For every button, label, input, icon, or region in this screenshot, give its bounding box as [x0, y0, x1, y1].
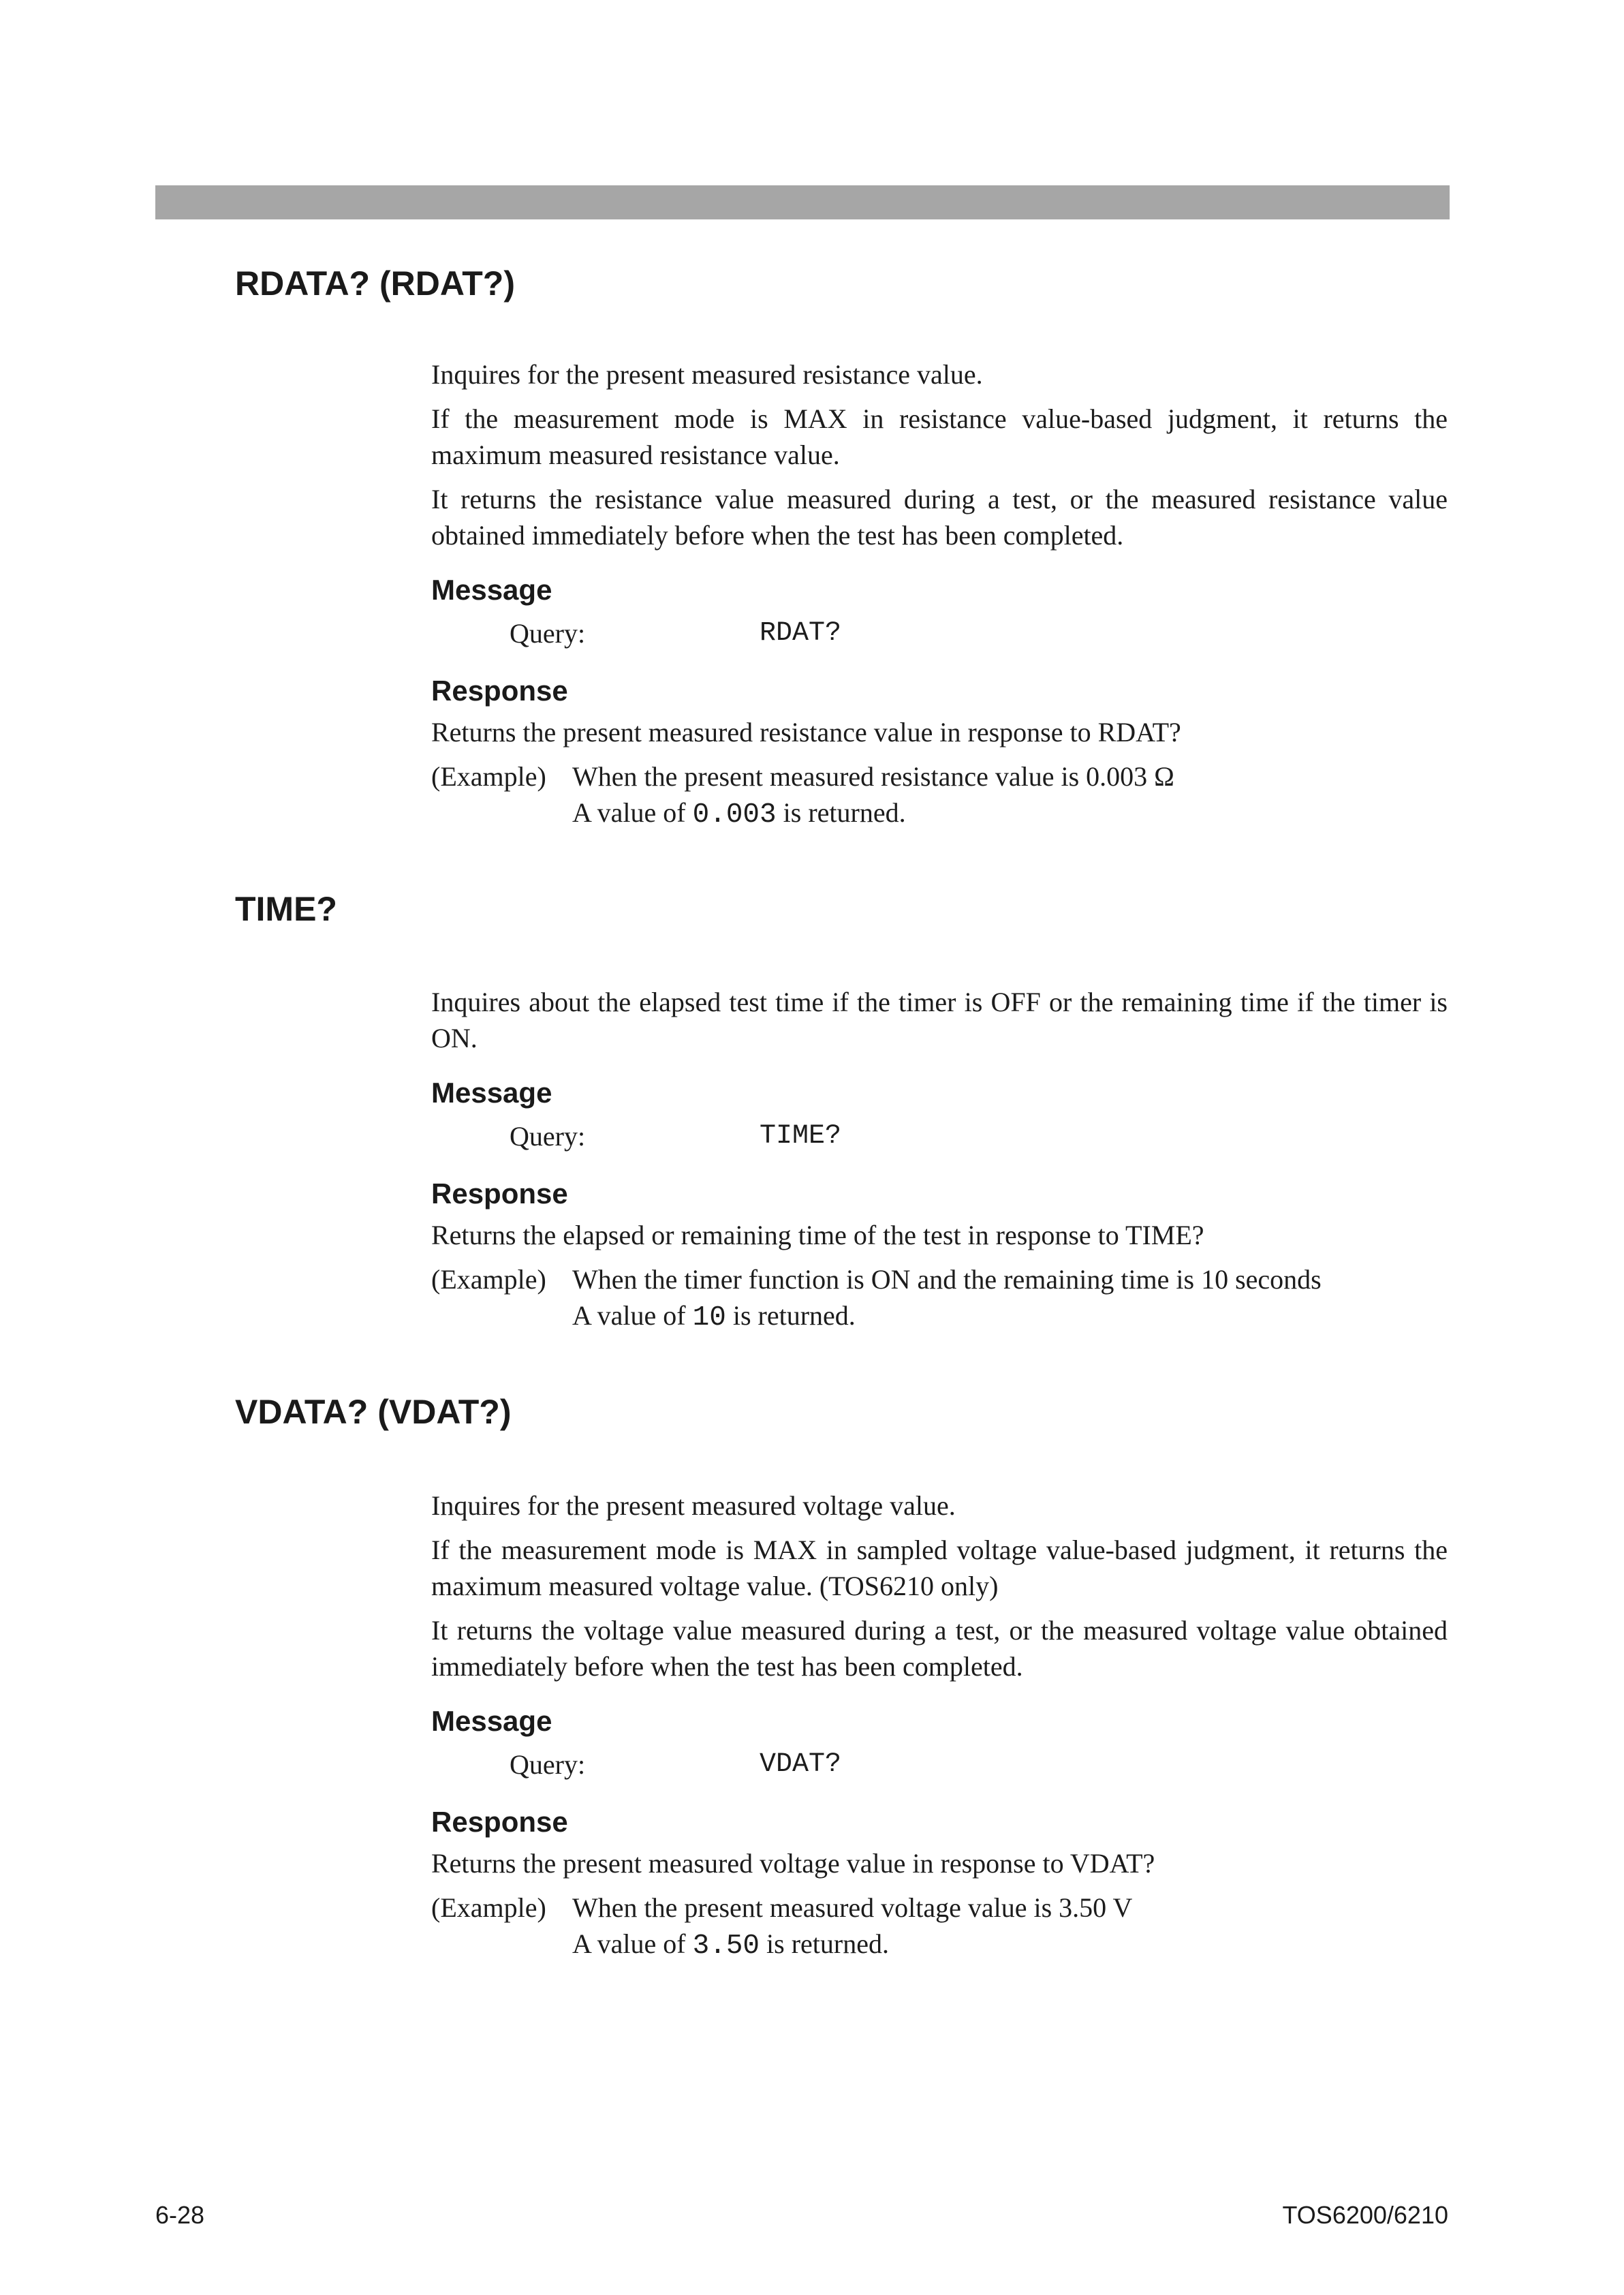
section-body: [431, 1488, 1448, 1965]
query-row: [431, 613, 1448, 654]
example-label: (Example): [431, 1264, 546, 1295]
header-bar: [155, 185, 1450, 219]
message-heading: Message: [431, 1077, 552, 1109]
query-code: VDAT?: [760, 1749, 842, 1780]
query-row: [431, 1116, 1448, 1157]
example: [431, 1890, 1448, 1965]
message-heading: Message: [431, 1705, 552, 1737]
paragraph: Inquires for the present measured resistance value.: [431, 359, 983, 390]
query-code: TIME?: [760, 1121, 842, 1152]
response-heading: Response: [431, 1806, 568, 1838]
paragraph: Inquires for the present measured voltage value.: [431, 1490, 956, 1521]
example-value: 0.003: [692, 799, 777, 831]
response-heading: Response: [431, 1177, 568, 1210]
page-number: 6-28: [155, 2201, 205, 2229]
paragraph: If the measurement mode is MAX in resistance value-based judgment, it returns the maximum measured resistance value.: [431, 403, 1448, 470]
query-label: Query:: [510, 1121, 586, 1152]
section-title: TIME?: [235, 890, 337, 928]
query-row: [431, 1744, 1448, 1785]
example-result: [572, 1926, 1448, 1965]
example-suffix: is returned.: [766, 1928, 889, 1959]
example-value: 3.50: [692, 1930, 760, 1962]
response-text: Returns the present measured voltage value in response to VDAT?: [431, 1848, 1155, 1879]
model-name: TOS6200/6210: [1282, 2201, 1448, 2229]
example-result: [572, 795, 1448, 833]
example-prefix: A value of: [572, 1300, 686, 1331]
section-body: [431, 356, 1448, 833]
example-label: (Example): [431, 761, 546, 792]
query-label: Query:: [510, 618, 586, 649]
response-text: Returns the elapsed or remaining time of the test in response to TIME?: [431, 1220, 1204, 1250]
paragraph: It returns the resistance value measured during a test, or the measured resistance value obtained immediately before when the test has been completed.: [431, 484, 1448, 551]
response-heading: Response: [431, 675, 568, 707]
paragraph: It returns the voltage value measured during a test, or the measured voltage value obtained immediately before when the test has been completed.: [431, 1615, 1448, 1682]
example-prefix: A value of: [572, 1928, 686, 1959]
example: [431, 758, 1448, 833]
query-label: Query:: [510, 1749, 586, 1780]
example-condition: When the present measured resistance value is 0.003 Ω: [572, 761, 1174, 792]
section-title: VDATA? (VDAT?): [235, 1393, 512, 1431]
query-code: RDAT?: [760, 618, 842, 649]
example-suffix: is returned.: [783, 797, 906, 828]
message-heading: Message: [431, 574, 552, 606]
section-title: RDATA? (RDAT?): [235, 264, 515, 303]
example-suffix: is returned.: [732, 1300, 856, 1331]
example-prefix: A value of: [572, 797, 686, 828]
example-condition: When the timer function is ON and the remaining time is 10 seconds: [572, 1264, 1322, 1295]
example-condition: When the present measured voltage value is 3.50 V: [572, 1892, 1133, 1923]
example-value: 10: [692, 1302, 726, 1334]
paragraph: If the measurement mode is MAX in sampled voltage value-based judgment, it returns the maximum measured voltage value. (TOS6210 only): [431, 1535, 1448, 1601]
response-text: Returns the present measured resistance value in response to RDAT?: [431, 717, 1181, 748]
example-label: (Example): [431, 1892, 546, 1923]
paragraph: Inquires about the elapsed test time if the timer is OFF or the remaining time if the timer is ON.: [431, 987, 1448, 1053]
example: [431, 1261, 1448, 1336]
section-body: [431, 984, 1448, 1336]
example-result: [572, 1297, 1448, 1336]
